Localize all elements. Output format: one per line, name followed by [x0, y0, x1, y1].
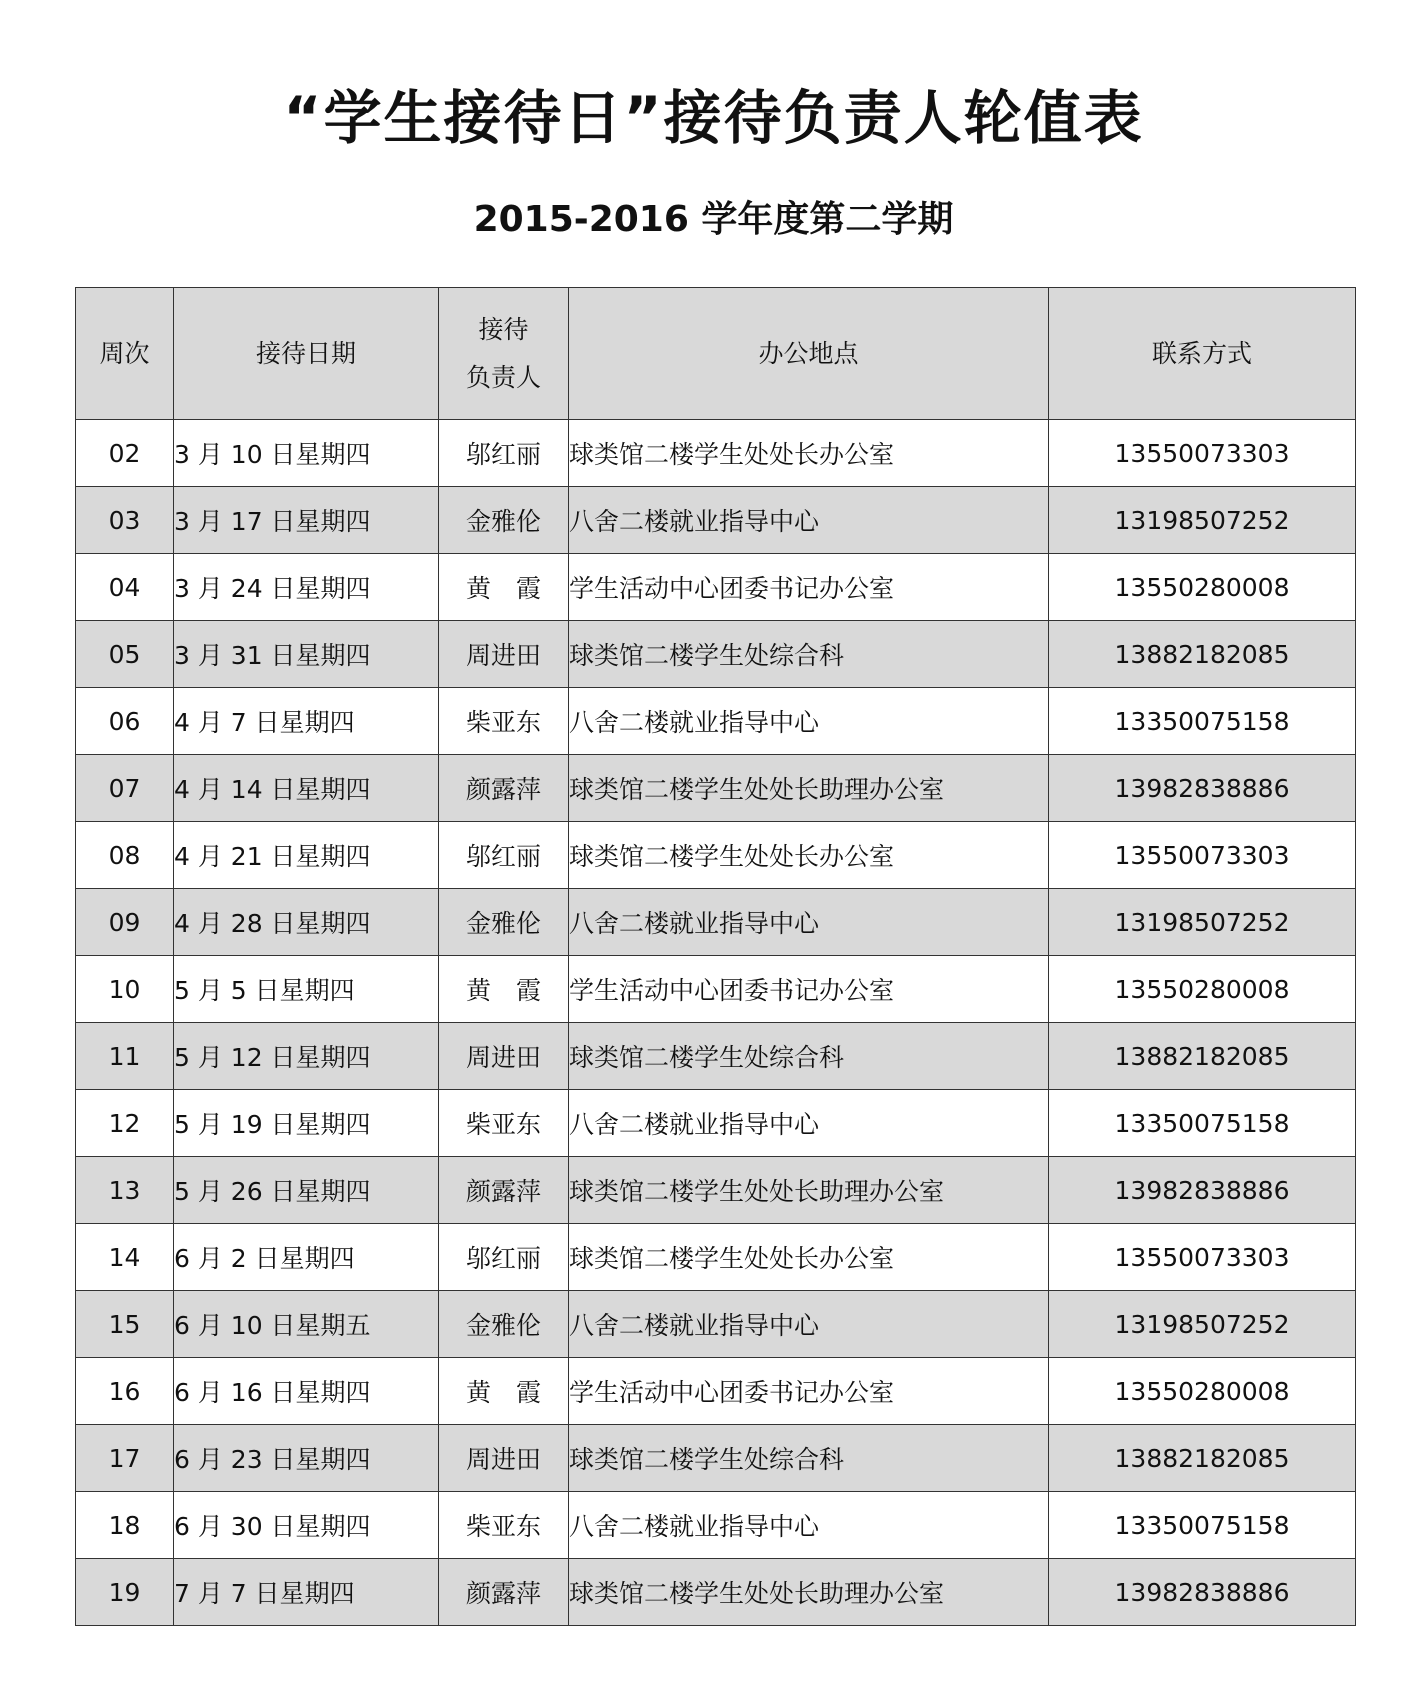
cell-person: 黄 霞: [439, 554, 569, 621]
header-week: 周次: [76, 288, 174, 420]
cell-place: 球类馆二楼学生处综合科: [569, 621, 1049, 688]
cell-week: 14: [76, 1224, 174, 1291]
cell-place: 八舍二楼就业指导中心: [569, 487, 1049, 554]
cell-place: 球类馆二楼学生处处长助理办公室: [569, 1157, 1049, 1224]
cell-person: 柴亚东: [439, 688, 569, 755]
cell-date: 4 月 28 日星期四: [174, 889, 439, 956]
cell-person: 柴亚东: [439, 1090, 569, 1157]
document-title: “学生接待日”接待负责人轮值表: [283, 84, 1144, 152]
cell-week: 13: [76, 1157, 174, 1224]
cell-phone: 13550073303: [1049, 1224, 1356, 1291]
cell-week: 12: [76, 1090, 174, 1157]
table-body: [76, 420, 1356, 1626]
cell-week: 16: [76, 1358, 174, 1425]
cell-date: 4 月 14 日星期四: [174, 755, 439, 822]
cell-date: 6 月 10 日星期五: [174, 1291, 439, 1358]
cell-person: 柴亚东: [439, 1492, 569, 1559]
table-row: [76, 956, 1356, 1023]
cell-place: 学生活动中心团委书记办公室: [569, 554, 1049, 621]
cell-person: 金雅伦: [439, 487, 569, 554]
cell-phone: 13350075158: [1049, 688, 1356, 755]
cell-week: 02: [76, 420, 174, 487]
table-row: [76, 1492, 1356, 1559]
cell-person: 颜露萍: [439, 1157, 569, 1224]
cell-week: 19: [76, 1559, 174, 1626]
cell-date: 5 月 12 日星期四: [174, 1023, 439, 1090]
cell-date: 6 月 2 日星期四: [174, 1224, 439, 1291]
cell-place: 球类馆二楼学生处处长办公室: [569, 822, 1049, 889]
cell-week: 07: [76, 755, 174, 822]
header-date: 接待日期: [174, 288, 439, 420]
table-row: [76, 1023, 1356, 1090]
cell-place: 球类馆二楼学生处处长办公室: [569, 420, 1049, 487]
cell-place: 八舍二楼就业指导中心: [569, 889, 1049, 956]
cell-person: 颜露萍: [439, 1559, 569, 1626]
cell-phone: 13350075158: [1049, 1090, 1356, 1157]
cell-date: 7 月 7 日星期四: [174, 1559, 439, 1626]
cell-place: 球类馆二楼学生处综合科: [569, 1023, 1049, 1090]
cell-phone: 13550280008: [1049, 956, 1356, 1023]
header-place: 办公地点: [569, 288, 1049, 420]
header-person-line1: 接待: [478, 314, 529, 344]
cell-phone: 13550073303: [1049, 822, 1356, 889]
cell-place: 球类馆二楼学生处处长助理办公室: [569, 755, 1049, 822]
header-person-line2: 负责人: [465, 362, 541, 392]
cell-week: 06: [76, 688, 174, 755]
cell-phone: 13982838886: [1049, 1559, 1356, 1626]
table-row: [76, 1559, 1356, 1626]
cell-phone: 13882182085: [1049, 1425, 1356, 1492]
table-row: [76, 755, 1356, 822]
cell-place: 学生活动中心团委书记办公室: [569, 1358, 1049, 1425]
cell-phone: 13982838886: [1049, 1157, 1356, 1224]
table-row: [76, 1157, 1356, 1224]
cell-date: 5 月 26 日星期四: [174, 1157, 439, 1224]
cell-date: 5 月 5 日星期四: [174, 956, 439, 1023]
cell-phone: 13550073303: [1049, 420, 1356, 487]
cell-place: 学生活动中心团委书记办公室: [569, 956, 1049, 1023]
document-subtitle: 2015-2016 学年度第二学期: [473, 199, 954, 240]
cell-place: 球类馆二楼学生处处长办公室: [569, 1224, 1049, 1291]
cell-person: 金雅伦: [439, 889, 569, 956]
cell-place: 八舍二楼就业指导中心: [569, 1492, 1049, 1559]
cell-phone: 13550280008: [1049, 1358, 1356, 1425]
cell-person: 邬红丽: [439, 822, 569, 889]
table-header-row: [76, 288, 1356, 420]
table-row: [76, 1425, 1356, 1492]
table-row: [76, 1358, 1356, 1425]
table-row: [76, 1291, 1356, 1358]
header-person: [439, 288, 569, 420]
cell-week: 04: [76, 554, 174, 621]
cell-phone: 13350075158: [1049, 1492, 1356, 1559]
cell-week: 05: [76, 621, 174, 688]
cell-date: 4 月 21 日星期四: [174, 822, 439, 889]
cell-person: 邬红丽: [439, 420, 569, 487]
header-phone: 联系方式: [1049, 288, 1356, 420]
cell-place: 球类馆二楼学生处处长助理办公室: [569, 1559, 1049, 1626]
roster-table: [75, 287, 1356, 1626]
table-row: [76, 554, 1356, 621]
cell-date: 4 月 7 日星期四: [174, 688, 439, 755]
cell-person: 周进田: [439, 621, 569, 688]
cell-week: 10: [76, 956, 174, 1023]
cell-date: 3 月 31 日星期四: [174, 621, 439, 688]
table-row: [76, 487, 1356, 554]
cell-date: 6 月 30 日星期四: [174, 1492, 439, 1559]
cell-phone: 13882182085: [1049, 1023, 1356, 1090]
cell-week: 11: [76, 1023, 174, 1090]
cell-person: 邬红丽: [439, 1224, 569, 1291]
table-row: [76, 420, 1356, 487]
cell-phone: 13198507252: [1049, 889, 1356, 956]
cell-phone: 13550280008: [1049, 554, 1356, 621]
cell-place: 球类馆二楼学生处综合科: [569, 1425, 1049, 1492]
cell-place: 八舍二楼就业指导中心: [569, 1090, 1049, 1157]
cell-phone: 13982838886: [1049, 755, 1356, 822]
cell-week: 17: [76, 1425, 174, 1492]
cell-person: 周进田: [439, 1023, 569, 1090]
table-row: [76, 621, 1356, 688]
cell-week: 15: [76, 1291, 174, 1358]
cell-week: 09: [76, 889, 174, 956]
cell-person: 颜露萍: [439, 755, 569, 822]
table-row: [76, 889, 1356, 956]
table-row: [76, 822, 1356, 889]
cell-date: 3 月 10 日星期四: [174, 420, 439, 487]
cell-week: 03: [76, 487, 174, 554]
cell-phone: 13198507252: [1049, 1291, 1356, 1358]
cell-person: 周进田: [439, 1425, 569, 1492]
cell-phone: 13882182085: [1049, 621, 1356, 688]
table-row: [76, 1090, 1356, 1157]
cell-place: 八舍二楼就业指导中心: [569, 1291, 1049, 1358]
cell-date: 3 月 17 日星期四: [174, 487, 439, 554]
cell-place: 八舍二楼就业指导中心: [569, 688, 1049, 755]
cell-person: 黄 霞: [439, 956, 569, 1023]
cell-week: 18: [76, 1492, 174, 1559]
cell-date: 6 月 23 日星期四: [174, 1425, 439, 1492]
cell-date: 6 月 16 日星期四: [174, 1358, 439, 1425]
cell-person: 黄 霞: [439, 1358, 569, 1425]
cell-week: 08: [76, 822, 174, 889]
cell-phone: 13198507252: [1049, 487, 1356, 554]
table-row: [76, 688, 1356, 755]
cell-date: 3 月 24 日星期四: [174, 554, 439, 621]
cell-date: 5 月 19 日星期四: [174, 1090, 439, 1157]
table-row: [76, 1224, 1356, 1291]
cell-person: 金雅伦: [439, 1291, 569, 1358]
